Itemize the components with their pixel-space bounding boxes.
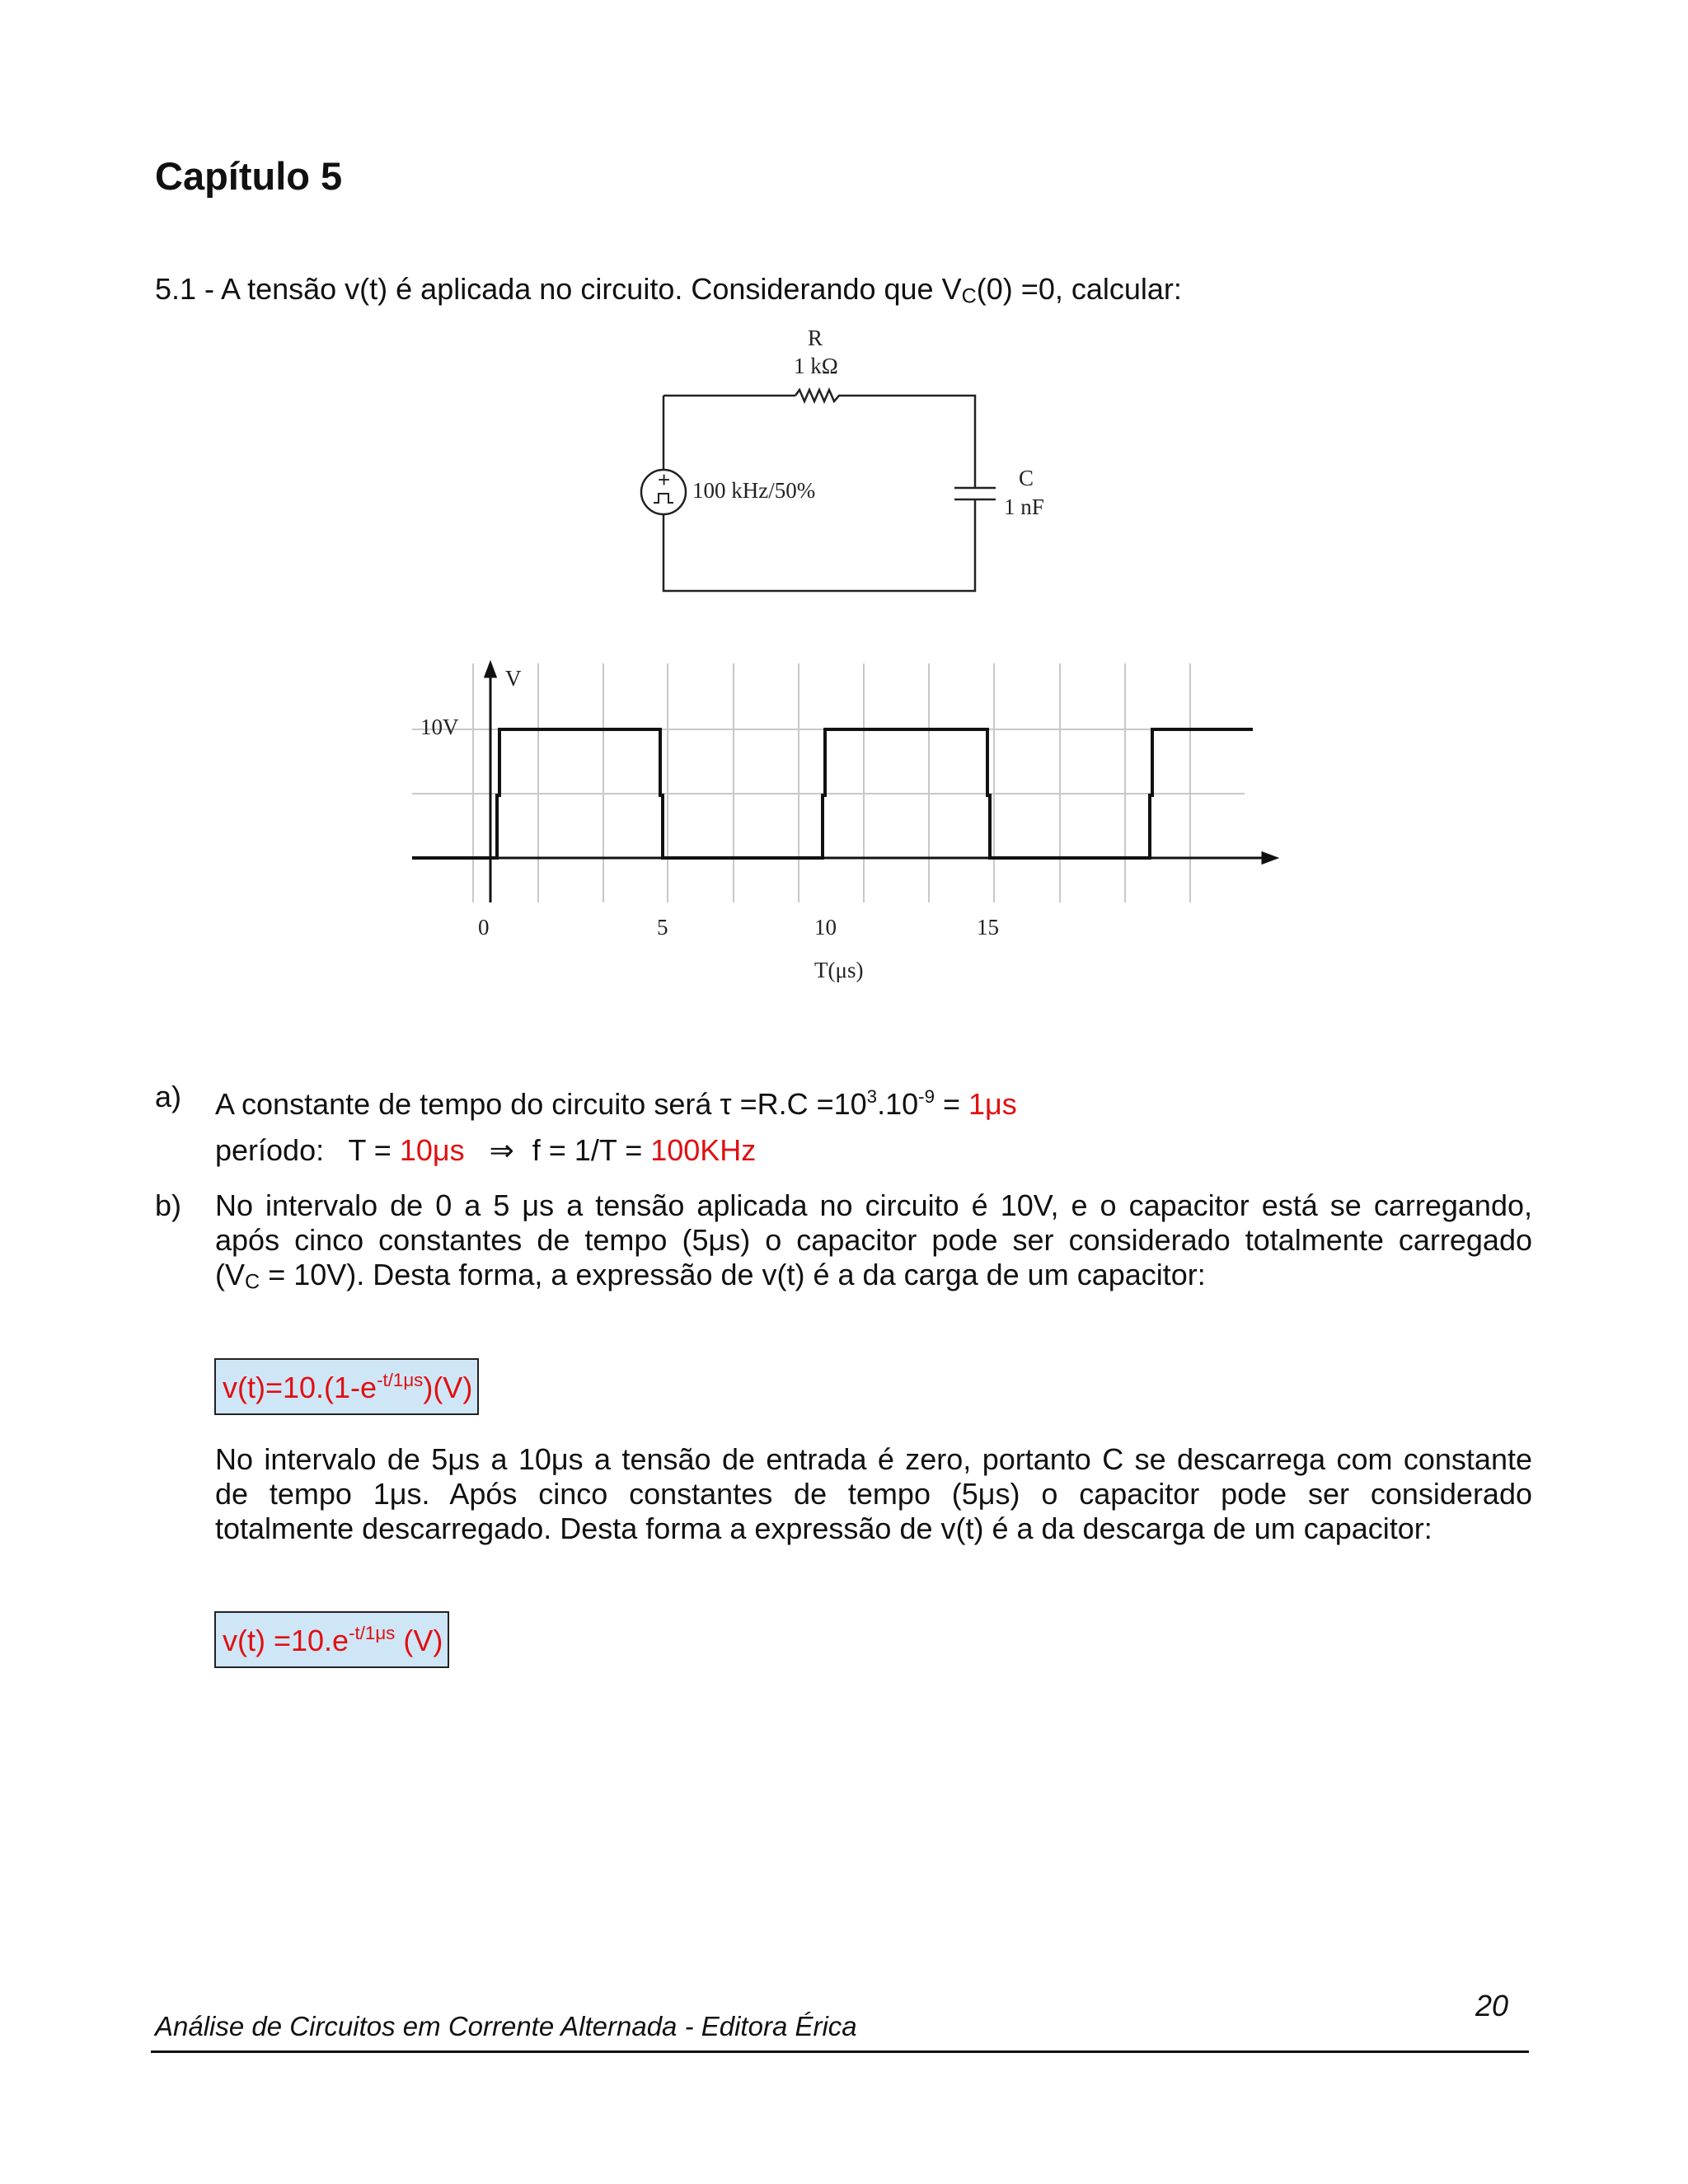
x-axis-label: T(μs) [814, 958, 864, 982]
time-constant-mid: .10 [877, 1086, 919, 1121]
equals-sign: = [934, 1086, 969, 1121]
x-tick-5: 5 [657, 915, 668, 940]
frequency-value: 100KHz [650, 1133, 757, 1167]
answer-b-paragraph-1-line-2: após cinco constantes de tempo (5μs) o capacitor pode ser considerado totalmente carregado [215, 1223, 1532, 1257]
charge-formula-main: v(t)=10.(1-e [223, 1370, 377, 1404]
answer-b-paragraph-2-line-3: totalmente descarregado. Desta forma a expressão de v(t) é a da descarga de um capacitor: [215, 1511, 1432, 1545]
level-label: 10V [420, 715, 459, 739]
period-value: 10μs [399, 1133, 465, 1167]
graph-grid [412, 663, 1245, 902]
resistor-value: 1 kΩ [794, 354, 838, 378]
vc-subscript: C [245, 1270, 260, 1294]
answer-b-paragraph-1-line-1: No intervalo de 0 a 5 μs a tensão aplicada no circuito é 10V, e o capacitor está se carregando, [215, 1188, 1532, 1222]
footer-book-title: Análise de Circuitos em Corrente Alternada - Editora Érica [155, 2011, 857, 2041]
capacitor-name: C [1019, 466, 1034, 490]
problem-suffix: (0) =0, calcular: [976, 272, 1182, 306]
answer-a-line1 [215, 1080, 1017, 1122]
time-constant-text: A constante de tempo do circuito será τ =R.C =10 [215, 1086, 867, 1121]
answer-a-line2 [215, 1133, 756, 1168]
capacitor-value: 1 nF [1004, 494, 1044, 519]
resistor-name: R [808, 326, 823, 350]
exponent-3: 3 [866, 1086, 878, 1107]
charge-formula-end: )(V) [423, 1370, 473, 1404]
problem-prefix: 5.1 - A tensão v(t) é aplicada no circuito. Considerando que V [155, 272, 962, 306]
implies-icon: ⇒ [489, 1133, 514, 1167]
discharge-formula-end: (V) [395, 1623, 443, 1657]
square-wave-graph [404, 655, 1286, 915]
discharge-formula-exponent: -t/1μs [349, 1623, 396, 1643]
problem-statement [155, 272, 1182, 309]
answer-b-paragraph-2-line-2: de tempo 1μs. Após cinco constantes de tempo (5μs) o capacitor pode ser considerado [215, 1477, 1532, 1511]
x-tick-10: 10 [814, 915, 837, 940]
answer-b-marker: b) [155, 1188, 182, 1222]
answer-b-paragraph-2-line-1: No intervalo de 5μs a 10μs a tensão de entrada é zero, portanto C se descarrega com constante [215, 1442, 1532, 1476]
footer-divider [151, 2050, 1529, 2053]
exponent-minus9: -9 [918, 1086, 935, 1107]
period-label: período: T = [215, 1133, 400, 1167]
time-constant-result: 1μs [968, 1086, 1017, 1121]
answer-b-paragraph-1-line-3 [215, 1258, 1206, 1300]
frequency-label: f = 1/T = [523, 1133, 651, 1167]
discharge-formula-main: v(t) =10.e [223, 1623, 349, 1657]
discharge-formula-box [214, 1611, 449, 1668]
vc-suffix: = 10V). Desta forma, a expressão de v(t) é a da carga de um capacitor: [260, 1258, 1206, 1291]
charge-formula-box [214, 1358, 479, 1415]
page-number: 20 [1475, 1989, 1509, 2022]
vc-prefix: (V [215, 1258, 245, 1291]
x-tick-0: 0 [478, 915, 490, 940]
y-axis-label: V [505, 666, 522, 691]
problem-subscript: C [961, 284, 977, 308]
answer-a-marker: a) [155, 1080, 182, 1113]
source-label: 100 kHz/50% [692, 478, 816, 503]
chapter-title: Capítulo 5 [155, 154, 343, 198]
plus-sign-icon: + [658, 467, 671, 492]
x-tick-15: 15 [977, 915, 999, 940]
charge-formula-exponent: -t/1μs [377, 1370, 424, 1390]
